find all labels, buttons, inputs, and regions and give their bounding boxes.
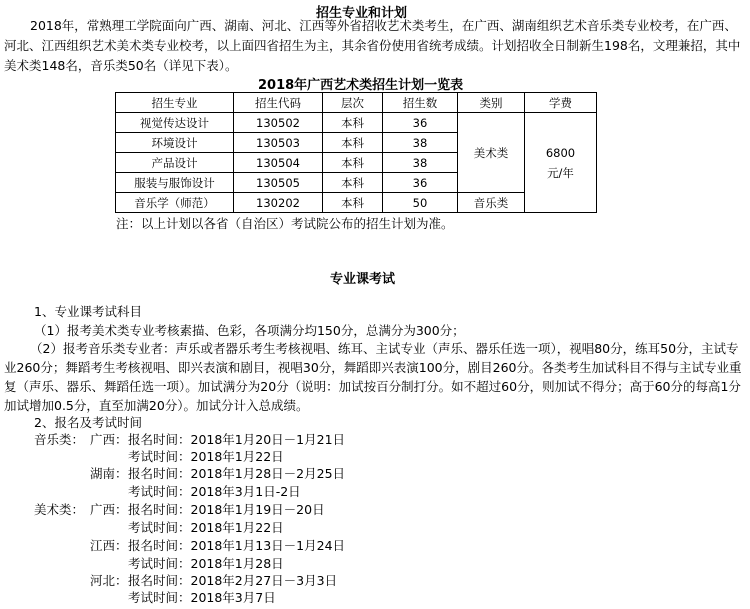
cell-category-music: 音乐类 <box>458 193 525 213</box>
header-code: 招生代码 <box>234 93 323 113</box>
province-label: 广西： <box>90 432 128 447</box>
music-category-label: 音乐类： <box>34 432 85 447</box>
table-row <box>116 193 597 213</box>
cell-level: 本科 <box>323 153 383 173</box>
cell-level: 本科 <box>323 193 383 213</box>
registration-time: 报名时间：2018年2月27日－3月3日 <box>128 573 338 588</box>
exam-time: 考试时间：2018年3月7日 <box>128 590 276 605</box>
registration-time: 报名时间：2018年1月13日－1月24日 <box>128 538 346 553</box>
registration-time: 报名时间：2018年1月28日－2月25日 <box>128 466 346 481</box>
exam-time: 考试时间：2018年1月28日 <box>128 556 284 571</box>
section-title-plan: 招生专业和计划 <box>316 6 408 21</box>
province-label: 广西： <box>90 502 128 517</box>
header-count: 招生数 <box>383 93 458 113</box>
exam-time: 考试时间：2018年1月22日 <box>128 520 284 535</box>
section-title-exam: 专业课考试 <box>330 272 396 287</box>
header-major: 招生专业 <box>116 93 234 113</box>
item2-title: 2、报名及考试时间 <box>34 415 142 430</box>
cell-category-art: 美术类 <box>458 113 525 193</box>
cell-count: 50 <box>383 193 458 213</box>
item1-music: （2）报考音乐类专业者：声乐或者器乐考生考核视唱、练耳、主试专业（声乐、器乐任选一项），视唱80分，练耳50分，主试专业260分；舞蹈考生考核视唱、即兴表演和剧目，视唱30分，舞蹈即兴表演100分，剧目260分。各类考生加试科目不得与主试专业重复（声乐、器乐、舞蹈任选一项）。加试满分为20分（说明：加试按百分制打分。如不超过60分，则加试不得分；高于60分的每高1分加试增加0.5分，直至加满20分）。加试分计入总成绩。 <box>4 341 742 413</box>
exam-time: 考试时间：2018年3月1日-2日 <box>128 484 301 499</box>
cell-code: 130202 <box>234 193 323 213</box>
header-level: 层次 <box>323 93 383 113</box>
cell-major: 产品设计 <box>116 153 234 173</box>
province-label: 湖南： <box>90 466 128 481</box>
item1-title: 1、专业课考试科目 <box>34 304 142 319</box>
header-fee: 学费 <box>525 93 597 113</box>
table-row <box>116 113 597 133</box>
fee-unit: 元/年 <box>547 165 574 180</box>
province-label: 河北： <box>90 573 128 588</box>
cell-level: 本科 <box>323 173 383 193</box>
cell-major: 服装与服饰设计 <box>116 173 234 193</box>
registration-time: 报名时间：2018年1月19日－20日 <box>128 502 325 517</box>
exam-time: 考试时间：2018年1月22日 <box>128 449 284 464</box>
cell-code: 130504 <box>234 153 323 173</box>
cell-major: 环境设计 <box>116 133 234 153</box>
cell-count: 38 <box>383 153 458 173</box>
plan-table <box>115 92 597 213</box>
cell-level: 本科 <box>323 113 383 133</box>
intro-paragraph: 2018年，常熟理工学院面向广西、湖南、河北、江西等外省招收艺术类考生，在广西、湖南组织艺术音乐类专业校考，在广西、河北、江西组织艺术美术类专业校考，以上面四省招生为主，其余省份使用省统考成绩。计划招收全日制新生198名，文理兼招，其中美术类148名，音乐类50名（详见下表）。 <box>4 18 741 73</box>
cell-major: 视觉传达设计 <box>116 113 234 133</box>
cell-major: 音乐学（师范） <box>116 193 234 213</box>
registration-time: 报名时间：2018年1月20日－1月21日 <box>128 432 346 447</box>
item1-art: （1）报考美术类专业考核素描、色彩，各项满分均150分，总满分为300分； <box>34 323 465 338</box>
province-label: 江西： <box>90 538 128 553</box>
fee-amount: 6800 <box>545 145 576 160</box>
art-category-label: 美术类： <box>34 502 85 517</box>
header-category: 类别 <box>458 93 525 113</box>
cell-count: 36 <box>383 173 458 193</box>
cell-code: 130502 <box>234 113 323 133</box>
table-title: 2018年广西艺术类招生计划一览表 <box>258 78 464 93</box>
table-note: 注：以上计划以各省（自治区）考试院公布的招生计划为准。 <box>116 216 454 231</box>
cell-fee <box>525 113 597 213</box>
cell-count: 38 <box>383 133 458 153</box>
cell-level: 本科 <box>323 133 383 153</box>
cell-count: 36 <box>383 113 458 133</box>
cell-code: 130503 <box>234 133 323 153</box>
cell-code: 130505 <box>234 173 323 193</box>
table-header-row <box>116 93 597 113</box>
